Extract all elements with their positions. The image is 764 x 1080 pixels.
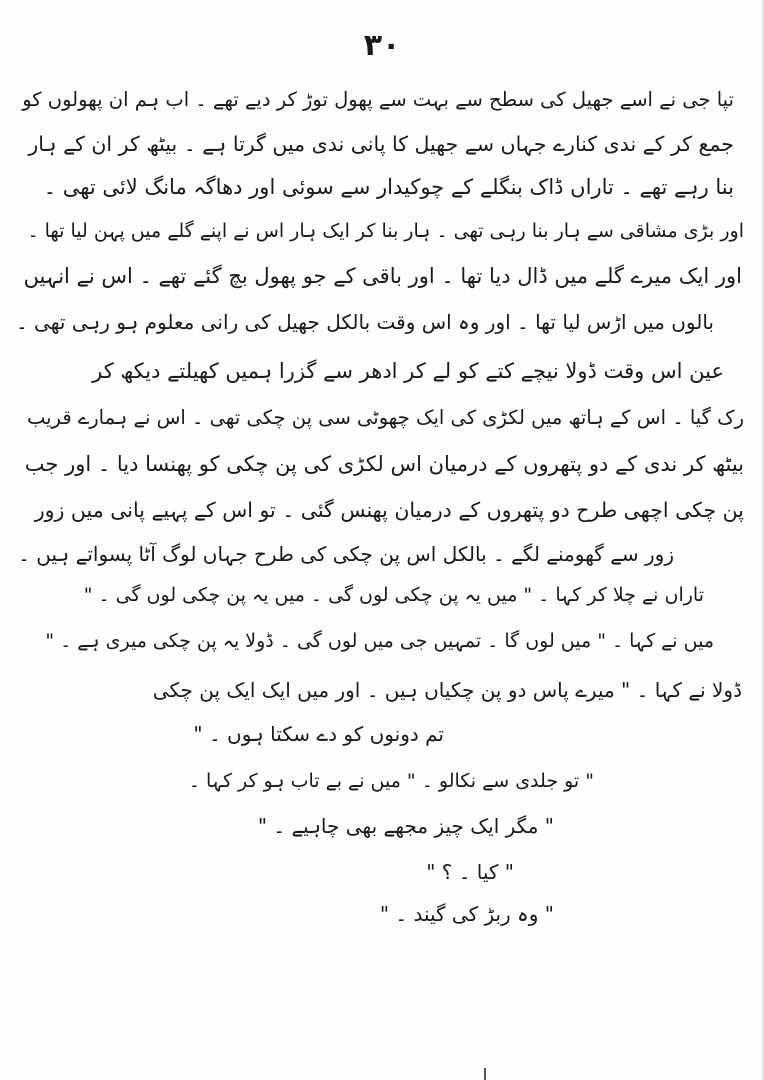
text-line: تم دونوں کو دے سکتا ہوں ۔ " — [193, 722, 444, 746]
text-line: اور ایک میرے گلے میں ڈال دیا تھا ۔ اور باقی کے جو پھول بچ گئے تھے ۔ اس نے انہیں — [23, 264, 742, 288]
page-number: ۳۰ — [363, 28, 401, 63]
text-line: اور بڑی مشاقی سے ہار بنا رہی تھی ۔ ہار بنا کر ایک ہار اس نے اپنے گلے میں پہن لیا تھا ۔ — [27, 220, 744, 242]
text-line: جمع کر کے ندی کنارے جہاں سے جھیل کا پانی ندی میں گرتا ہے ۔ بیٹھ کر ان کے ہار — [28, 132, 734, 156]
text-line: تاراں نے چلا کر کہا ۔ " میں یہ پن چکی لوں گی ۔ میں یہ پن چکی لوں گی ۔ " — [83, 584, 704, 606]
text-line: " کیا ۔ ؟ " — [426, 860, 514, 884]
body-text — [15, 72, 744, 972]
text-line: " تو جلدی سے نکالو ۔ " میں نے بے تاب ہو کر کہا ۔ — [188, 770, 594, 792]
text-line: " مگر ایک چیز مجھے بھی چاہیے ۔ " — [257, 814, 554, 838]
text-line: میں نے کہا ۔ " میں لوں گا ۔ تمہیں جی میں لوں گی ۔ ڈولا یہ پن چکی میری ہے ۔ " — [45, 630, 714, 652]
text-line: ڈولا نے کہا ۔ " میرے پاس دو پن چکیاں ہیں ۔ اور میں ایک ایک پن چکی — [152, 678, 742, 702]
text-line: بیٹھ کر ندی کے دو پتھروں کے درمیان اس لکڑی کی پن چکی کو پھنسا دیا ۔ اور جب — [24, 452, 744, 476]
text-line: پن چکی اچھی طرح دو پتھروں کے درمیان پھنس گئی ۔ تو اس کے پہیے پانی میں زور — [34, 498, 744, 522]
text-line: عین اس وقت ڈولا نیچے کتے کو لے کر ادھر سے گزرا ہمیں کھیلتے دیکھ کر — [92, 359, 724, 383]
text-line: " وہ ربڑ کی گیند ۔ " — [379, 902, 554, 926]
scan-mark — [484, 1068, 486, 1080]
text-line: تپا جی نے اسے جھیل کی سطح سے بہت سے پھول توڑ کر دیے تھے ۔ اب ہم ان پھولوں کو — [22, 88, 734, 111]
text-line: زور سے گھومنے لگے ۔ بالکل اس پن چکی کی طرح جہاں لوگ آٹا پسواتے ہیں ۔ — [18, 542, 674, 566]
text-line: بنا رہے تھے ۔ تاراں ڈاک بنگلے کے چوکیدار سے سوئی اور دھاگہ مانگ لائی تھی ۔ — [43, 175, 734, 199]
text-line: رک گیا ۔ اس کے ہاتھ میں لکڑی کی ایک چھوٹی سی پن چکی تھی ۔ اس نے ہمارے قریب — [26, 406, 744, 429]
text-line: بالوں میں اڑس لیا تھا ۔ اور وہ اس وقت بالکل جھیل کی رانی معلوم ہو رہی تھی ۔ — [15, 310, 714, 334]
